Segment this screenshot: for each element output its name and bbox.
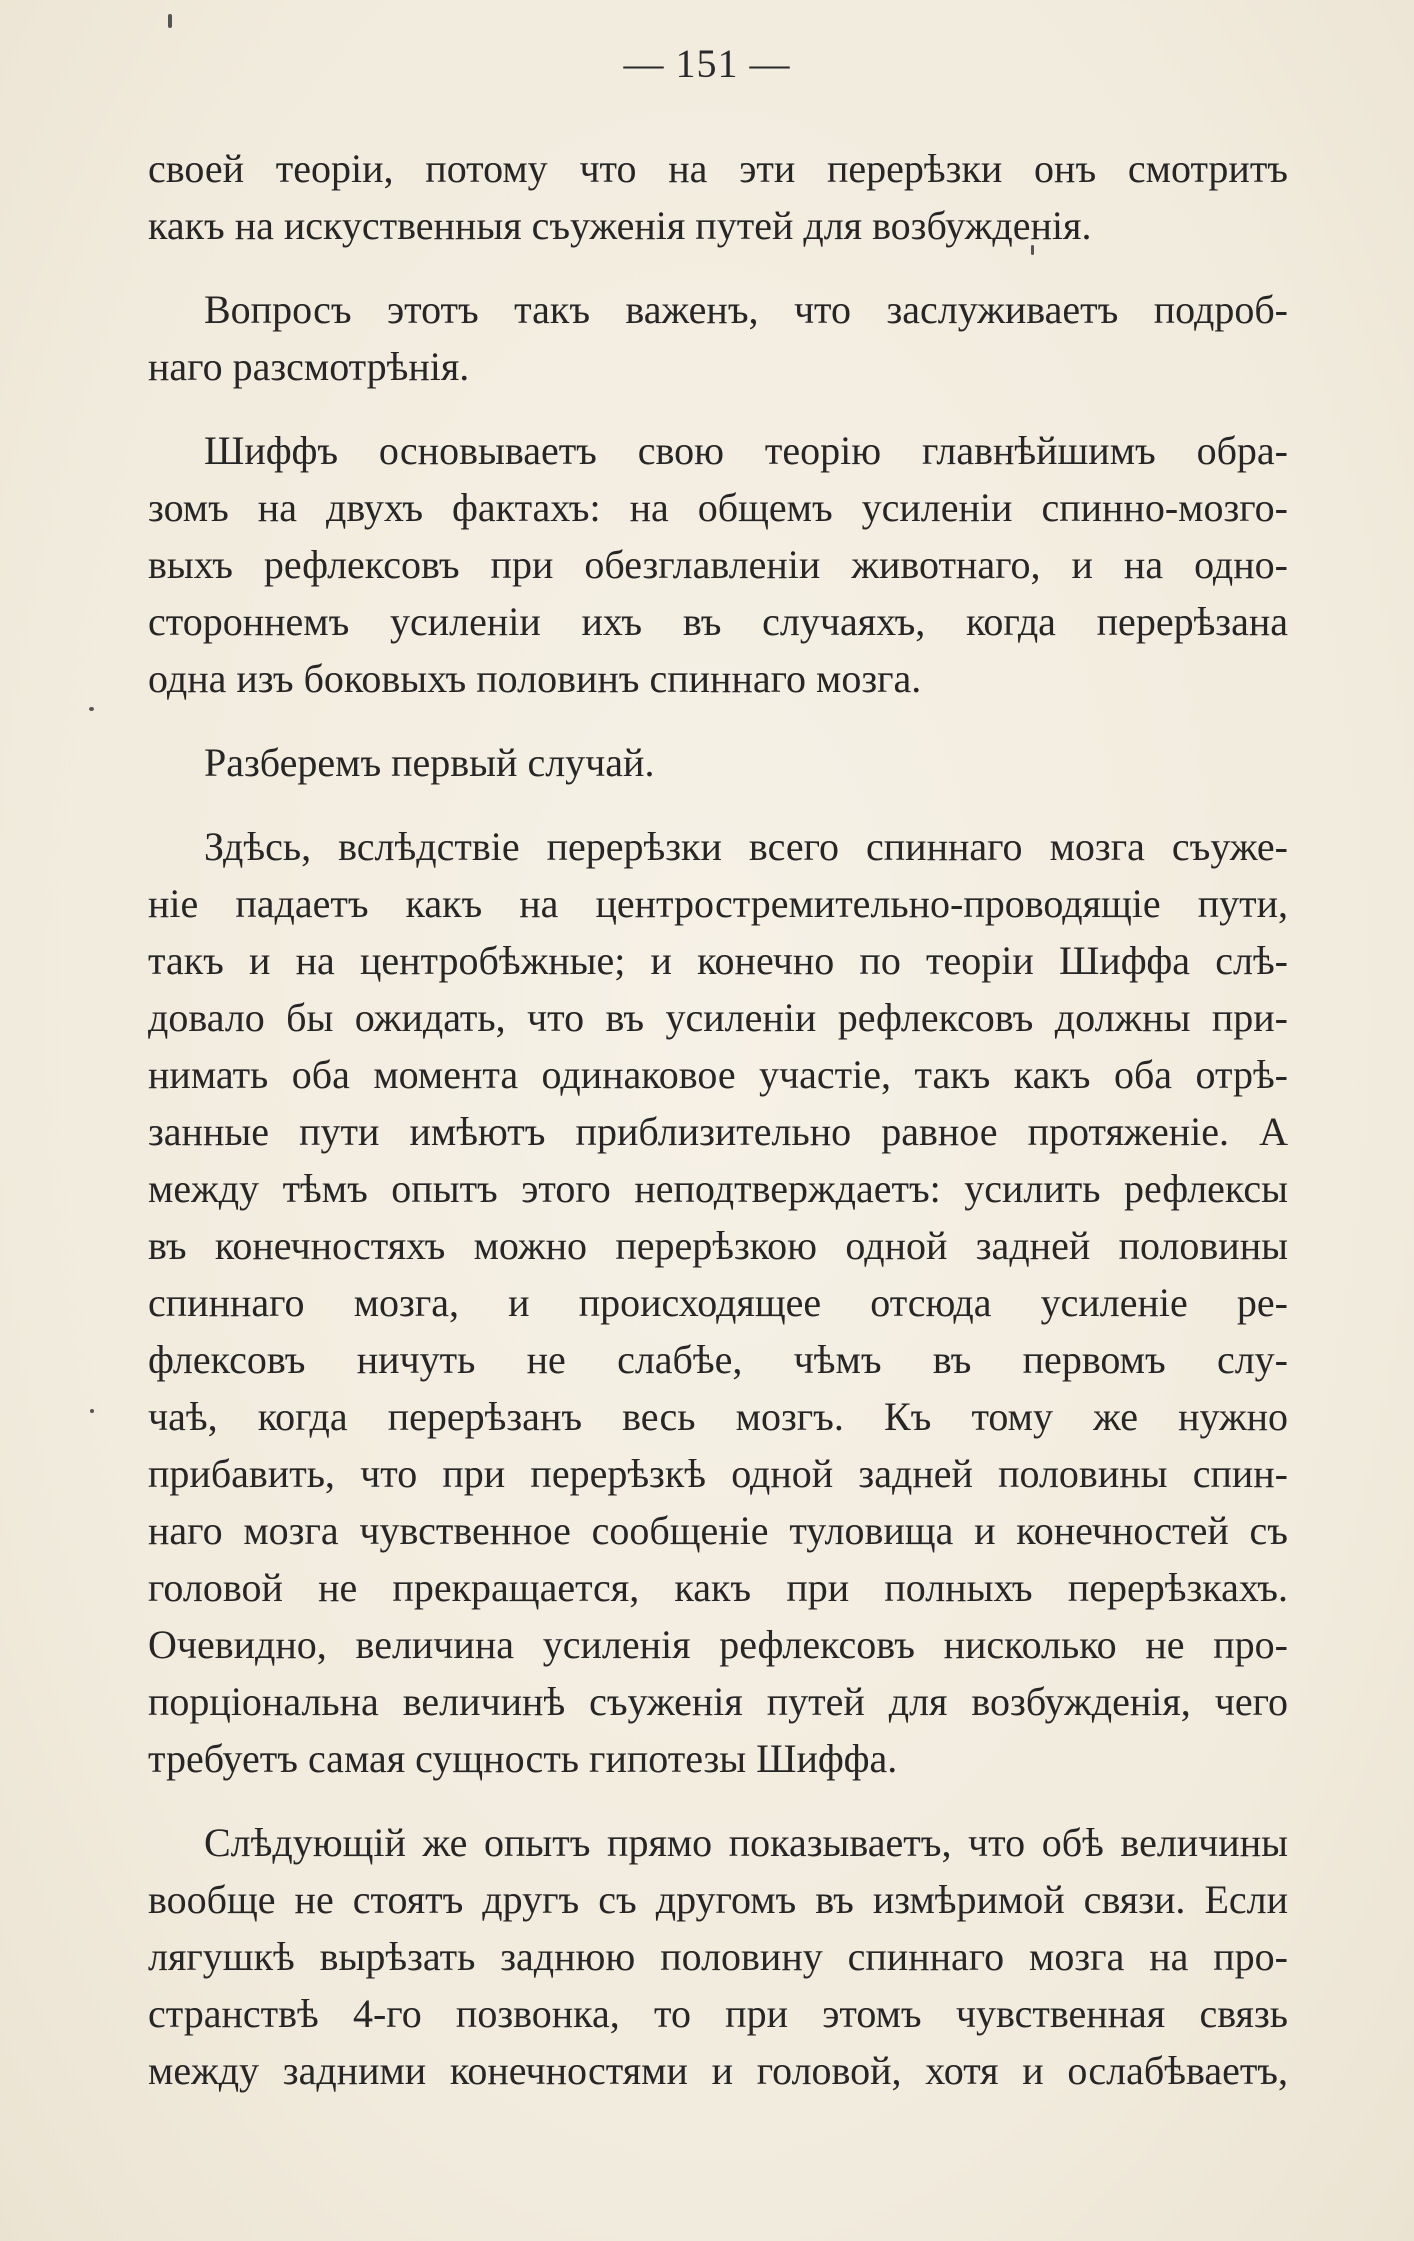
paragraph xyxy=(148,140,1288,254)
text-line: головой не прекращается, какъ при полныхъ перерѣзкахъ. xyxy=(148,1565,1288,1610)
text-line: чаѣ, когда перерѣзанъ весь мозгъ. Къ тому же нужно xyxy=(148,1394,1288,1439)
paragraph-gap xyxy=(148,254,1288,281)
text-line: нимать оба момента одинаковое участiе, такъ какъ оба отрѣ- xyxy=(148,1052,1288,1097)
print-speck xyxy=(90,1409,94,1413)
paragraph-gap xyxy=(148,395,1288,422)
paragraph xyxy=(148,818,1288,1787)
paragraph xyxy=(148,281,1288,395)
text-line: флексовъ ничуть не слабѣе, чѣмъ въ первомъ слу- xyxy=(148,1337,1288,1382)
text-line: странствѣ 4-го позвонка, то при этомъ чувственная связь xyxy=(148,1991,1288,2036)
text-line: вообще не стоятъ другъ съ другомъ въ измѣримой связи. Если xyxy=(148,1877,1288,1922)
text-line: лягушкѣ вырѣзать заднюю половину спиннаго мозга на про- xyxy=(148,1934,1288,1979)
paragraph-gap xyxy=(148,791,1288,818)
text-line: занные пути имѣютъ приблизительно равное протяженiе. А xyxy=(148,1109,1288,1154)
text-line: спиннаго мозга, и происходящее отсюда усиленiе ре- xyxy=(148,1280,1288,1325)
text-line: прибавить, что при перерѣзкѣ одной задней половины спин- xyxy=(148,1451,1288,1496)
text-line: въ конечностяхъ можно перерѣзкою одной задней половины xyxy=(148,1223,1288,1268)
text-line: Шиффъ основываетъ свою теорiю главнѣйшимъ обра- xyxy=(204,428,1288,473)
body-text xyxy=(148,140,1288,2099)
print-speck xyxy=(168,14,172,28)
text-line: наго разсмотрѣнiя. xyxy=(148,344,470,389)
text-line: довало бы ожидать, что въ усиленiи рефлексовъ должны при- xyxy=(148,995,1288,1040)
text-line: выхъ рефлексовъ при обезглавленiи животнаго, и на одно- xyxy=(148,542,1288,587)
text-line: Слѣдующiй же опытъ прямо показываетъ, что обѣ величины xyxy=(204,1820,1288,1865)
text-line: такъ и на центробѣжные; и конечно по теорiи Шиффа слѣ- xyxy=(148,938,1288,983)
paragraph xyxy=(148,734,1288,791)
text-line: между тѣмъ опытъ этого неподтверждаетъ: усилить рефлексы xyxy=(148,1166,1288,1211)
text-line: Вопросъ этотъ такъ важенъ, что заслуживаетъ подроб- xyxy=(204,287,1288,332)
text-line: между задними конечностями и головой, хотя и ослабѣваетъ, xyxy=(148,2048,1288,2093)
paragraph xyxy=(148,1814,1288,2099)
text-line: одна изъ боковыхъ половинъ спиннаго мозга. xyxy=(148,656,922,701)
page-number: — 151 — xyxy=(623,41,791,86)
paragraph xyxy=(148,422,1288,707)
paragraph-gap xyxy=(148,707,1288,734)
text-line: нiе падаетъ какъ на центростремительно-проводящiе пути, xyxy=(148,881,1288,926)
text-line: зомъ на двухъ фактахъ: на общемъ усиленiи спинно-мозго- xyxy=(148,485,1288,530)
text-line: требуетъ самая сущность гипотезы Шиффа. xyxy=(148,1736,898,1781)
text-line: порцiональна величинѣ съуженiя путей для возбужденiя, чего xyxy=(148,1679,1288,1724)
text-line: Здѣсь, вслѣдствiе перерѣзки всего спиннаго мозга съуже- xyxy=(204,824,1288,869)
text-line: Разберемъ первый случай. xyxy=(204,740,655,785)
text-line: Очевидно, величина усиленiя рефлексовъ нисколько не про- xyxy=(148,1622,1288,1667)
paragraph-gap xyxy=(148,1787,1288,1814)
text-line: наго мозга чувственное сообщенiе туловища и конечностей съ xyxy=(148,1508,1288,1553)
text-line: стороннемъ усиленiи ихъ въ случаяхъ, когда перерѣзана xyxy=(148,599,1288,644)
print-speck xyxy=(89,707,94,711)
text-line: какъ на искуственныя съуженiя путей для возбужденiя. xyxy=(148,203,1092,248)
text-line: своей теорiи, потому что на эти перерѣзки онъ смотритъ xyxy=(148,146,1288,191)
